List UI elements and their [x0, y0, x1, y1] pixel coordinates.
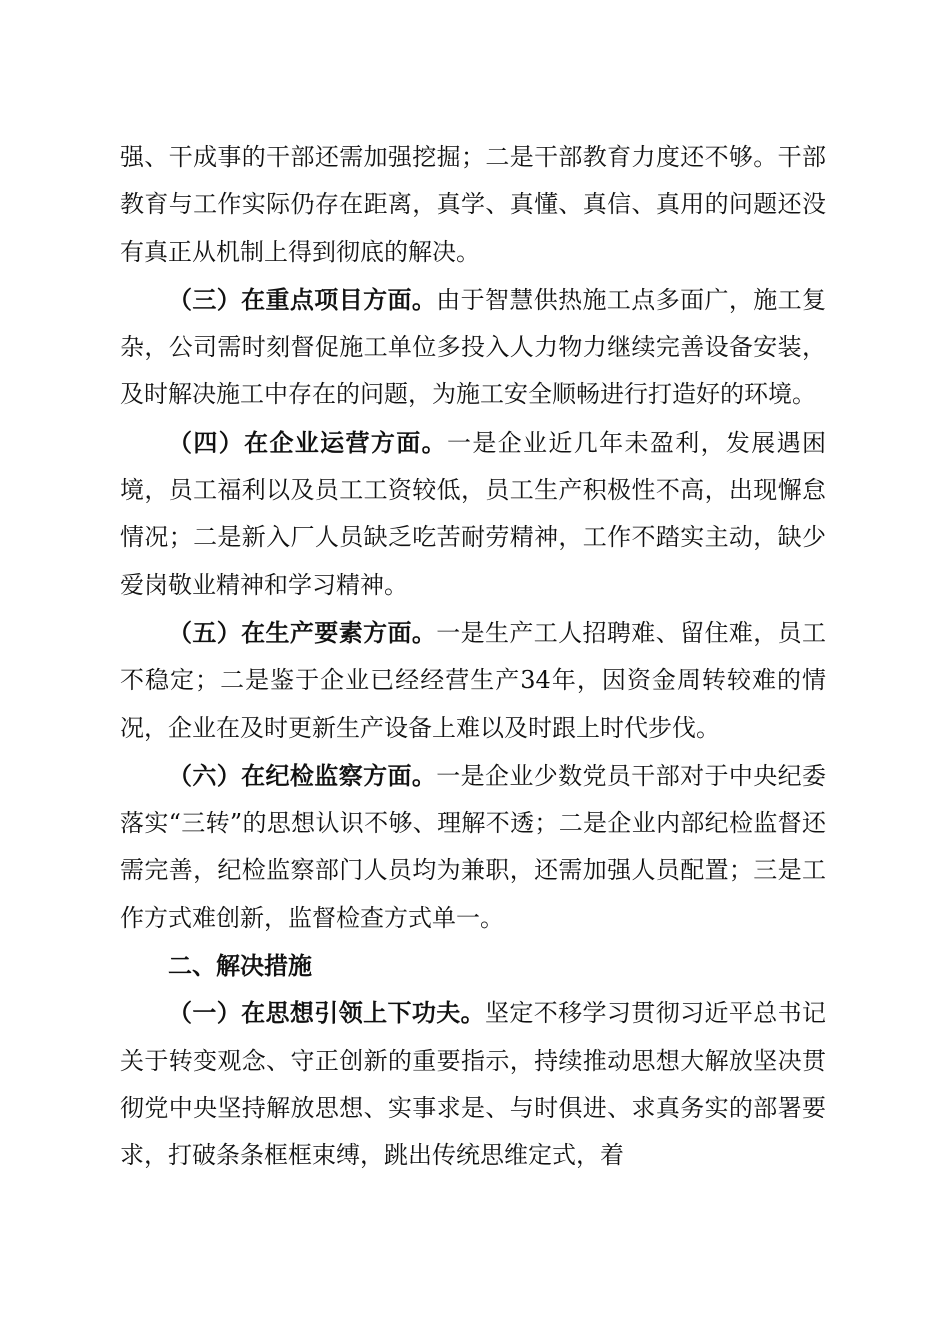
section-6-body: 一是企业少数党员干部对于中央纪委落实“三转”的思想认识不够、理解不透；二是企业内部纪检监督还需完善，纪检监察部门人员均为兼职，还需加强人员配置；三是工作方式难创新，监督检查方式单一。 — [120, 761, 827, 932]
paragraph-section-6 — [120, 752, 826, 942]
section-5-body: 一是生产工人招聘难、留住难，员工不稳定；二是鉴于企业已经经营生产34年，因资金周转较难的情况，企业在及时更新生产设备上难以及时跟上时代步伐。 — [120, 618, 827, 742]
paragraph-section-5 — [120, 609, 826, 752]
measure-1-title: （一）在思想引领上下功夫。 — [168, 998, 485, 1028]
section-3-title: （三）在重点项目方面。 — [168, 284, 437, 314]
paragraph-section-3 — [120, 276, 826, 419]
measure-1-body: 坚定不移学习贯彻习近平总书记关于转变观念、守正创新的重要指示，持续推动思想大解放坚决贯彻党中央坚持解放思想、实事求是、与时俱进、求真务实的部署要求，打破条条框框束缚，跳出传统思维定式，着 — [120, 999, 826, 1170]
section-3-body: 由于智慧供热施工点多面广，施工复杂，公司需时刻督促施工单位多投入人力物力继续完善设备安装，及时解决施工中存在的问题，为施工安全顺畅进行打造好的环境。 — [120, 285, 827, 409]
paragraph-section-4 — [120, 419, 826, 609]
heading-solutions: 二、解决措施 — [168, 951, 312, 981]
section-4-title: （四）在企业运营方面。 — [168, 427, 447, 457]
section-5-title: （五）在生产要素方面。 — [168, 617, 437, 647]
section-4-body: 一是企业近几年未盈利，发展遇困境，员工福利以及员工工资较低，员工生产积极性不高，出现懈怠情况；二是新入厂人员缺乏吃苦耐劳精神，工作不踏实主动，缺少爱岗敬业精神和学习精神。 — [120, 428, 827, 599]
paragraph-continuation: 强、干成事的干部还需加强挖掘；二是干部教育力度还不够。干部教育与工作实际仍存在距离，真学、真懂、真信、真用的问题还没有真正从机制上得到彻底的解决。 — [120, 143, 826, 266]
document-body — [120, 134, 826, 1180]
section-6-title: （六）在纪检监察方面。 — [168, 760, 437, 790]
paragraph-measure-1 — [120, 989, 826, 1179]
